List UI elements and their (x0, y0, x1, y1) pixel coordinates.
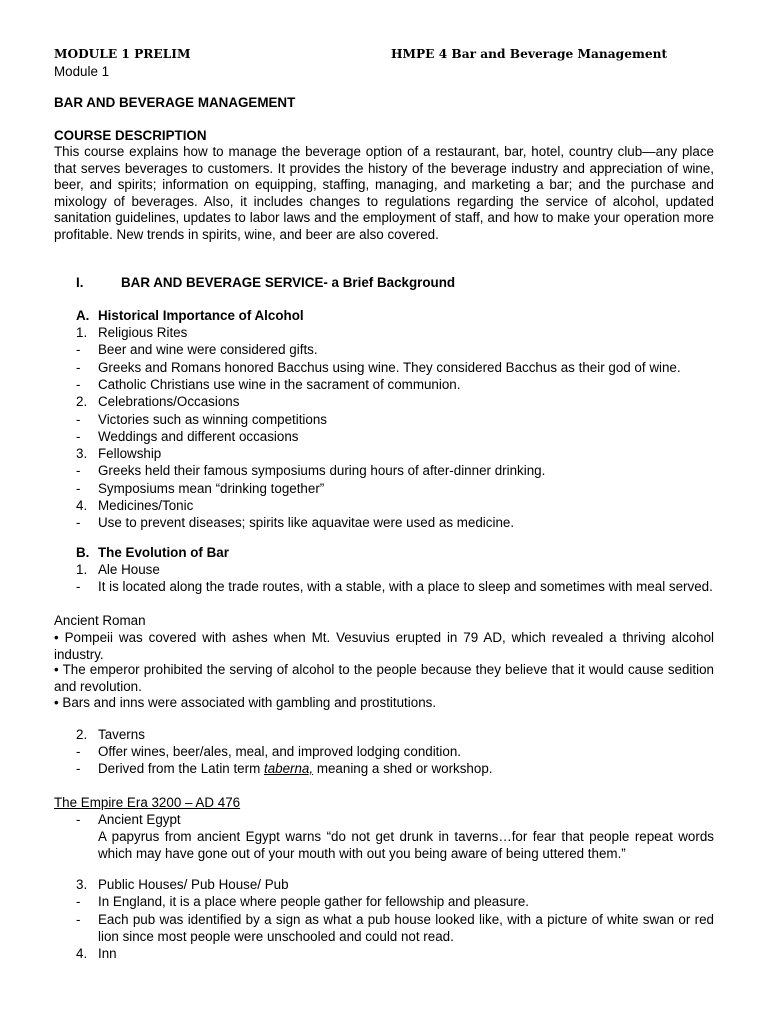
list-marker: - (76, 912, 81, 927)
list-marker: - (76, 377, 81, 392)
subsection-b-letter: B. (76, 545, 90, 560)
list-marker: - (76, 481, 81, 496)
latin-suffix: meaning a shed or workshop. (313, 761, 493, 776)
pub-england-item: In England, it is a place where people gather for fellowship and pleasure. (98, 894, 530, 909)
list-marker: - (76, 342, 81, 357)
list-marker: - (76, 812, 81, 827)
taverns-item: Taverns (98, 727, 145, 742)
public-houses-item: Public Houses/ Pub House/ Pub (98, 877, 289, 892)
list-item: Greeks and Romans honored Bacchus using wine. They considered Bacchus as their god of wine. (98, 360, 681, 375)
taverns-latin-item (98, 760, 493, 777)
ancient-egypt-item: Ancient Egypt (98, 812, 181, 827)
course-description-heading: COURSE DESCRIPTION (54, 128, 207, 143)
list-item: Celebrations/Occasions (98, 394, 240, 409)
list-marker: 2. (76, 727, 88, 742)
list-item: Fellowship (98, 446, 162, 461)
list-marker: 4. (76, 498, 88, 513)
subsection-a-letter: A. (76, 308, 90, 323)
section-number: I. (76, 275, 84, 290)
subsection-b-title: The Evolution of Bar (98, 545, 229, 560)
list-marker: - (76, 894, 81, 909)
list-marker: 2. (76, 394, 88, 409)
list-item: Symposiums mean “drinking together” (98, 481, 325, 496)
list-marker: 1. (76, 562, 88, 577)
list-item: Use to prevent diseases; spirits like aquavitae were used as medicine. (98, 515, 515, 530)
ancient-egypt-quote: A papyrus from ancient Egypt warns “do not get drunk in taverns…for fear that people repeat words which may have gone out of your mouth with out you being aware of being uttered them.” (98, 829, 714, 861)
list-marker: - (76, 360, 81, 375)
subsection-a-title: Historical Importance of Alcohol (98, 308, 304, 323)
list-marker: - (76, 429, 81, 444)
roman-point-pompeii: • Pompeii was covered with ashes when Mt. Vesuvius erupted in 79 AD, which revealed a thriving alcohol industry. (54, 630, 714, 662)
header-module-label: Module 1 (54, 64, 110, 79)
list-marker: - (76, 412, 81, 427)
empire-era-heading: The Empire Era 3200 – AD 476 (54, 795, 241, 810)
roman-point-bars-inns: • Bars and inns were associated with gambling and prostitutions. (54, 695, 437, 710)
list-marker: - (76, 515, 81, 530)
list-item: Catholic Christians use wine in the sacrament of communion. (98, 377, 461, 392)
list-item: Medicines/Tonic (98, 498, 194, 513)
list-marker: - (76, 761, 81, 776)
ale-house-description: It is located along the trade routes, with a stable, with a place to sleep and sometimes with meal served. (98, 579, 713, 594)
list-marker: 1. (76, 325, 88, 340)
list-marker: - (76, 579, 81, 594)
list-marker: 3. (76, 877, 88, 892)
list-marker: - (76, 463, 81, 478)
inn-item: Inn (98, 946, 117, 961)
ancient-roman-heading: Ancient Roman (54, 613, 146, 628)
roman-point-emperor: • The emperor prohibited the serving of alcohol to the people because they believe that it would cause sedition and revolution. (54, 662, 714, 694)
taverns-offer-item: Offer wines, beer/ales, meal, and improved lodging condition. (98, 744, 461, 759)
header-course-title: HMPE 4 Bar and Beverage Management (391, 47, 668, 61)
header-module-prelim: MODULE 1 PRELIM (54, 47, 191, 61)
list-item: Weddings and different occasions (98, 429, 299, 444)
list-marker: - (76, 744, 81, 759)
list-item: Beer and wine were considered gifts. (98, 342, 318, 357)
list-item: Victories such as winning competitions (98, 412, 327, 427)
list-item: Greeks held their famous symposiums during hours of after-dinner drinking. (98, 463, 546, 478)
latin-prefix: Derived from the Latin term (98, 761, 264, 776)
list-marker: 4. (76, 946, 88, 961)
pub-sign-item: Each pub was identified by a sign as what a pub house looked like, with a picture of white swan or red lion since most people were unschooled and could not read. (98, 912, 714, 944)
ale-house-item: Ale House (98, 562, 160, 577)
list-marker: 3. (76, 446, 88, 461)
document-title: BAR AND BEVERAGE MANAGEMENT (54, 95, 296, 110)
latin-term: taberna, (263, 761, 314, 776)
list-item: Religious Rites (98, 325, 188, 340)
course-description-text: This course explains how to manage the beverage option of a restaurant, bar, hotel, country club—any place that serves beverages to customers. It provides the history of the beverage industry and appreciation of wine, beer, and spirits; information on equipping, staffing, managing, and marketing a bar; and the purchase and mixology of beverages. Also, it includes changes to regulations regarding the service of alcohol, updated sanitation guidelines, updates to labor laws and the employment of staff, and how to make your operation more profitable. New trends in spirits, wine, and beer are also covered. (54, 144, 714, 242)
section-title: BAR AND BEVERAGE SERVICE- a Brief Background (121, 275, 456, 290)
